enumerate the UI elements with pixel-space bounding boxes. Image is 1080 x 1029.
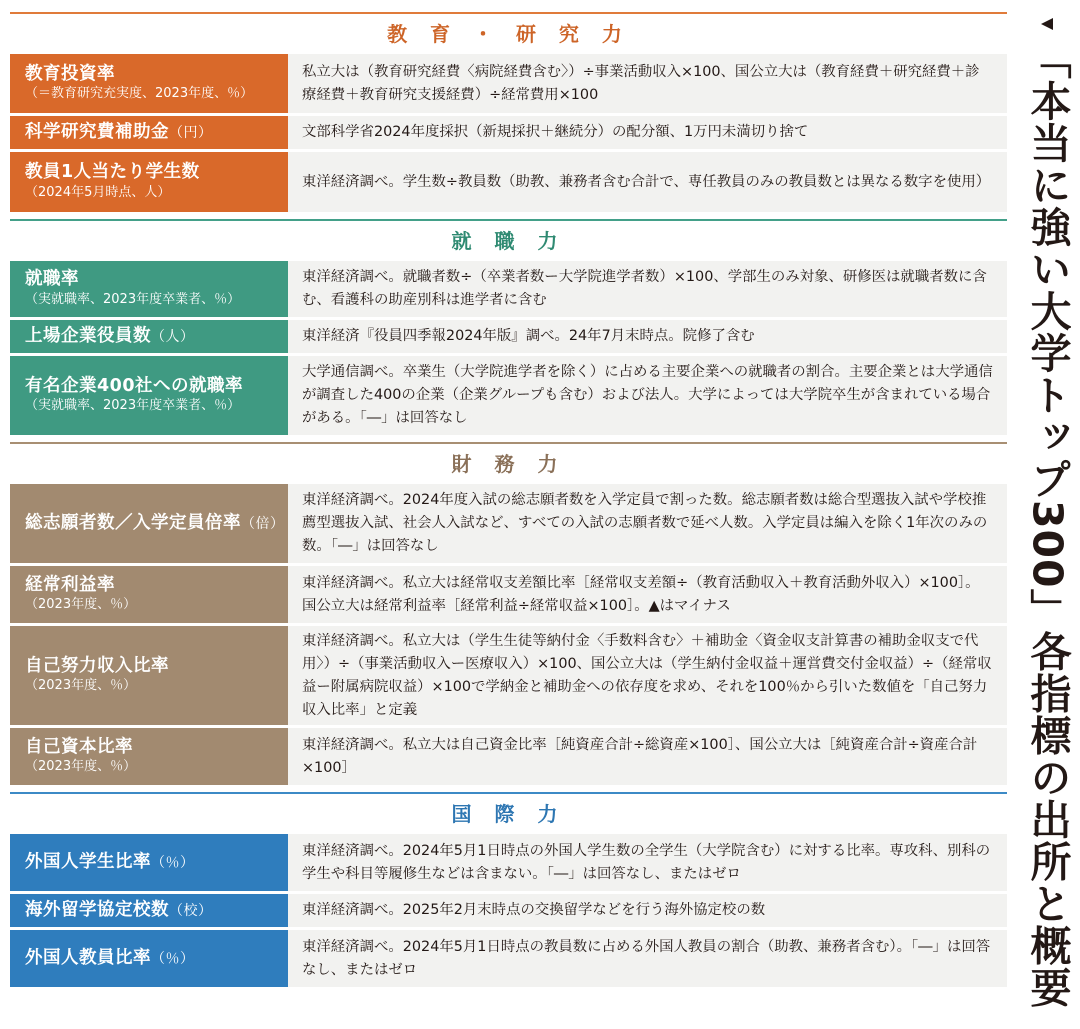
side-title-area bbox=[1018, 18, 1076, 1009]
table-row bbox=[10, 626, 1007, 725]
section-heading: 国 際 力 bbox=[10, 792, 1007, 834]
indicator-description bbox=[288, 930, 1007, 987]
indicator-name: 外国人教員比率 bbox=[25, 947, 151, 968]
description-text: 東洋経済調べ。私立大は経常収支差額比率［経常収支差額÷（教育活動収入＋教育活動外収入）×100］。国公立大は経常利益率［経常利益÷経常収益×100］。▲はマイナス bbox=[302, 574, 980, 614]
indicator-note: （2023年度、％） bbox=[25, 597, 137, 613]
indicator-description bbox=[288, 894, 1007, 927]
indicator-description bbox=[288, 626, 1007, 725]
indicator-note: （2024年5月時点、人） bbox=[25, 184, 171, 200]
table-row bbox=[10, 728, 1007, 785]
table-row bbox=[10, 356, 1007, 435]
indicator-description bbox=[288, 116, 1007, 149]
section-heading: 就 職 力 bbox=[10, 219, 1007, 261]
table-row bbox=[10, 116, 1007, 149]
indicator-unit: （校） bbox=[169, 902, 213, 919]
indicator-label-cell bbox=[10, 728, 288, 785]
indicator-description bbox=[288, 54, 1007, 113]
indicator-note: （2023年度、％） bbox=[25, 678, 137, 694]
indicator-note: （＝教育研究充実度、2023年度、％） bbox=[25, 86, 254, 102]
description-text: 東洋経済『役員四季報2024年版』調べ。24年7月末時点。院修了含む bbox=[302, 328, 755, 344]
indicator-description bbox=[288, 320, 1007, 353]
table-row bbox=[10, 261, 1007, 317]
description-text: 東洋経済調べ。2025年2月末時点の交換留学などを行う海外協定校の数 bbox=[302, 902, 766, 918]
indicator-name: 外国人学生比率 bbox=[25, 851, 151, 872]
indicator-name: 有名企業400社への就職率 bbox=[25, 375, 244, 396]
indicator-name: 自己努力収入比率 bbox=[25, 655, 169, 676]
indicator-note: （実就職率、2023年度卒業者、％） bbox=[25, 291, 241, 307]
indicator-label-cell bbox=[10, 484, 288, 563]
indicator-label-cell bbox=[10, 320, 288, 353]
indicator-name: 自己資本比率 bbox=[25, 736, 133, 757]
triangle-marker-icon bbox=[1041, 18, 1053, 30]
indicator-unit: （人） bbox=[151, 328, 195, 345]
description-text: 東洋経済調べ。2024年5月1日時点の外国人学生数の全学生（大学院含む）に対する比率。専攻科、別科の学生や科目等履修生などは含まない。「―」は回答なし、またはゼロ bbox=[302, 842, 991, 882]
indicator-name: 教育投資率 bbox=[25, 63, 115, 84]
indicator-description bbox=[288, 356, 1007, 435]
indicator-description bbox=[288, 834, 1007, 891]
indicator-label-cell bbox=[10, 930, 288, 987]
indicator-description bbox=[288, 261, 1007, 317]
indicator-note: （2023年度、％） bbox=[25, 759, 137, 775]
indicator-label-cell bbox=[10, 152, 288, 212]
description-text: 東洋経済調べ。就職者数÷（卒業者数ー大学院進学者数）×100、学部生のみ対象、研修医は就職者数に含む、看護科の助産別科は進学者に含む bbox=[302, 269, 987, 308]
description-text: 私立大は（教育研究経費〈病院経費含む〉）÷事業活動収入×100、国公立大は（教育経費＋研究経費＋診療経費＋教育研究支援経費）÷経常費用×100 bbox=[302, 63, 980, 103]
page-title: 「本当に強い大学トップ300」各指標の出所と概要 bbox=[1023, 38, 1072, 1009]
description-text: 文部科学省2024年度採択（新規採択＋継続分）の配分額、1万円未満切り捨て bbox=[302, 124, 809, 140]
table-row bbox=[10, 54, 1007, 113]
section-heading: 教 育 ・ 研 究 力 bbox=[10, 12, 1007, 54]
indicator-name: 教員1人当たり学生数 bbox=[25, 162, 200, 183]
table-row bbox=[10, 566, 1007, 623]
indicator-label-cell bbox=[10, 894, 288, 927]
table-row bbox=[10, 894, 1007, 927]
indicator-label-cell bbox=[10, 626, 288, 725]
section-finance bbox=[10, 442, 1007, 785]
indicator-label-cell bbox=[10, 356, 288, 435]
section-international bbox=[10, 792, 1007, 987]
description-text: 東洋経済調べ。2024年5月1日時点の教員数に占める外国人教員の割合（助教、兼務者含む）。「―」は回答なし、またはゼロ bbox=[302, 938, 991, 978]
indicator-label-cell bbox=[10, 566, 288, 623]
indicator-name: 海外留学協定校数 bbox=[25, 899, 169, 920]
indicator-unit: （％） bbox=[151, 854, 195, 871]
table-row bbox=[10, 834, 1007, 891]
table-row bbox=[10, 484, 1007, 563]
indicator-name: 就職率 bbox=[25, 269, 79, 290]
indicator-unit: （倍） bbox=[241, 515, 285, 532]
indicator-table bbox=[10, 12, 1007, 994]
indicator-label-cell bbox=[10, 54, 288, 113]
indicator-description bbox=[288, 152, 1007, 212]
description-text: 東洋経済調べ。学生数÷教員数（助教、兼務者含む合計で、専任教員のみの教員数とは異なる数字を使用） bbox=[302, 173, 991, 190]
description-text: 大学通信調べ。卒業生（大学院進学者を除く）に占める主要企業への就職者の割合。主要企業とは大学通信が調査した400の企業（企業グループも含む）および法人。大学によっては大学院卒生が含まれている場合がある。「―」は回答なし bbox=[302, 364, 993, 426]
section-education-research bbox=[10, 12, 1007, 212]
indicator-label-cell bbox=[10, 116, 288, 149]
description-text: 東洋経済調べ。2024年度入試の総志願者数を入学定員で割った数。総志願者数は総合型選抜入試や学校推薦型選抜入試、社会人入試など、すべての入試の志願者数で延べ人数。入学定員は編入を除く1年次のみの数。「―」は回答なし bbox=[302, 492, 988, 554]
table-row bbox=[10, 320, 1007, 353]
description-text: 東洋経済調べ。私立大は（学生生徒等納付金〈手数料含む〉＋補助金〈資金収支計算書の補助金収支で代用〉）÷（事業活動収入ー医療収入）×100、国公立大は（学生納付金収益＋運営費交付金収益）÷（経常収益ー附属病院収益）×100で学納金と補助金への依存度を求め、それを100％から引いた数値を「自己努力収入比率」と定義 bbox=[302, 632, 992, 718]
indicator-name: 総志願者数／入学定員倍率 bbox=[25, 512, 241, 533]
indicator-description bbox=[288, 566, 1007, 623]
indicator-name: 科学研究費補助金 bbox=[25, 121, 169, 142]
description-text: 東洋経済調べ。私立大は自己資金比率［純資産合計÷総資産×100］、国公立大は［純資産合計÷資産合計×100］ bbox=[302, 736, 978, 776]
indicator-name: 経常利益率 bbox=[25, 574, 115, 595]
table-row bbox=[10, 152, 1007, 212]
indicator-label-cell bbox=[10, 261, 288, 317]
section-heading: 財 務 力 bbox=[10, 442, 1007, 484]
table-row bbox=[10, 930, 1007, 987]
indicator-note: （実就職率、2023年度卒業者、％） bbox=[25, 398, 241, 414]
indicator-label-cell bbox=[10, 834, 288, 891]
indicator-unit: （％） bbox=[151, 950, 195, 967]
indicator-description bbox=[288, 484, 1007, 563]
indicator-unit: （円） bbox=[169, 124, 213, 141]
indicator-name: 上場企業役員数 bbox=[25, 325, 151, 346]
indicator-description bbox=[288, 728, 1007, 785]
section-employment bbox=[10, 219, 1007, 435]
